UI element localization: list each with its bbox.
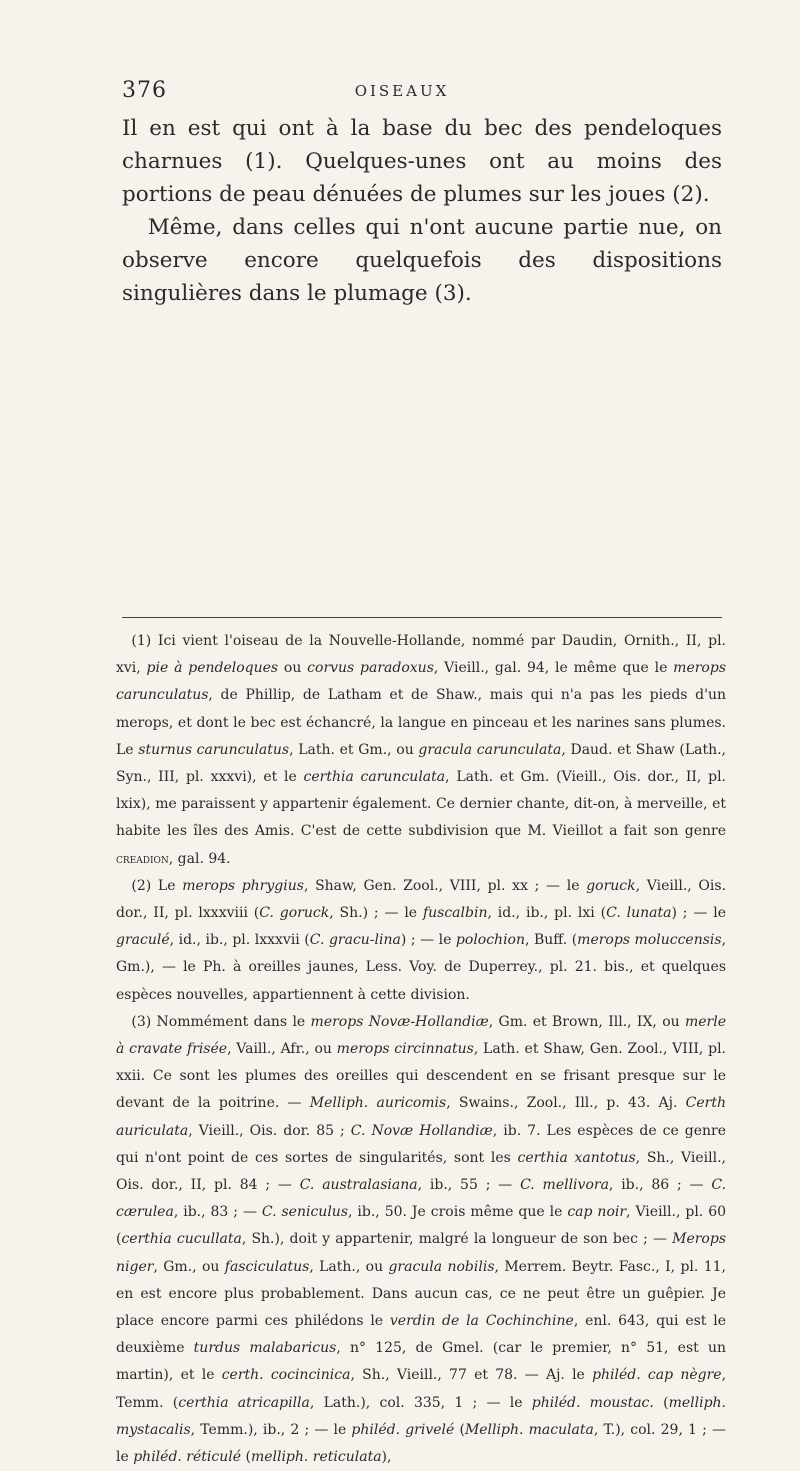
footnote-1: (1) Ici vient l'oiseau de la Nouvelle-Hollande, nommé par Daudin, Ornith., II, pl. xvi, pie à pendeloques ou corvus paradoxus, Vieill., gal. 94, le même que le merops carunculatus, de Phillip, de Latham et de Shaw., mais qui n'a pas les pieds d'un merops, et dont le bec est échancré, la langue en pinceau et les narines sans plumes. Le sturnus carunculatus, Lath. et Gm., ou gracula carunculata, Daud. et Shaw (Lath., Syn., III, pl. xxxvi), et le certhia carunculata, Lath. et Gm. (Vieill., Ois. dor., II, pl. lxix), me paraissent y appartenir également. Ce dernier chante, dit-on, à merveille, et habite les îles des Amis. C'est de cette subdivision que M. Vieillot a fait son genre creadion, gal. 94. (116, 633, 727, 867)
footnotes (116, 628, 726, 1471)
page-header (122, 78, 682, 108)
main-paragraph-1: Il en est qui ont à la base du bec des pendeloques charnues (1). Quelques-unes ont au moins des portions de peau dénuées de plumes sur les joues (2). (122, 116, 722, 207)
footnote-2: (2) Le merops phrygius, Shaw, Gen. Zool., VIII, pl. xx ; — le goruck, Vieill., Ois. dor., II, pl. lxxxviii (C. goruck, Sh.) ; — le fuscalbin, id., ib., pl. lxi (C. lunata) ; — le graculé, id., ib., pl. lxxxvii (C. gracu-lina) ; — le polochion, Buff. (merops moluccensis, Gm.), — le Ph. à oreilles jaunes, Less. Voy. de Duperrey., pl. 21. bis., et quelques espèces nouvelles, appartiennent à cette division. (116, 877, 727, 1003)
main-text (122, 112, 722, 310)
running-title: OISEAUX (354, 82, 450, 100)
footnote-3: (3) Nommément dans le merops Novæ-Hollandiæ, Gm. et Brown, Ill., IX, ou merle à cravate frisée, Vaill., Afr., ou merops circinnatus, Lath. et Shaw, Gen. Zool., VIII, pl. xxii. Ce sont les plumes des oreilles qui descendent en se frisant presque sur le devant de la poitrine. — Melliph. auricomis, Swains., Zool., Ill., p. 43. Aj. Certh auriculata, Vieill., Ois. dor. 85 ; C. Novæ Hollandiæ, ib. 7. Les espèces de ce genre qui n'ont point de ces sortes de singularités, sont les certhia xantotus, Sh., Vieill., Ois. dor., II, pl. 84 ; — C. australasiana, ib., 55 ; — C. mellivora, ib., 86 ; — C. cærulea, ib., 83 ; — C. seniculus, ib., 50. Je crois même que le cap noir, Vieill., pl. 60 (certhia cucullata, Sh.), doit y appartenir, malgré la longueur de son bec ; — Merops niger, Gm., ou fasciculatus, Lath., ou gracula nobilis, Merrem. Beytr. Fasc., I, pl. 11, en est encore plus probablement. Dans aucun cas, ce ne peut être un guêpier. Je place encore parmi ces philédons le verdin de la Cochinchine, enl. 643, qui est le deuxième turdus malabaricus, n° 125, de Gmel. (car le premier, n° 51, est un martin), et le certh. cocincinica, Sh., Vieill., 77 et 78. — Aj. le philéd. cap nègre, Temm. (certhia atricapilla, Lath.), col. 335, 1 ; — le philéd. moustac. (melliph. mystacalis, Temm.), ib., 2 ; — le philéd. grivelé (Melliph. maculata, T.), col. 29, 1 ; — le philéd. réticulé (melliph. reticulata), (116, 1013, 727, 1466)
page-number: 376 (122, 78, 167, 103)
main-paragraph-2: Même, dans celles qui n'ont aucune partie nue, on observe encore quelquefois des dispositions singulières dans le plumage (3). (122, 215, 722, 306)
footnote-separator (122, 617, 722, 618)
